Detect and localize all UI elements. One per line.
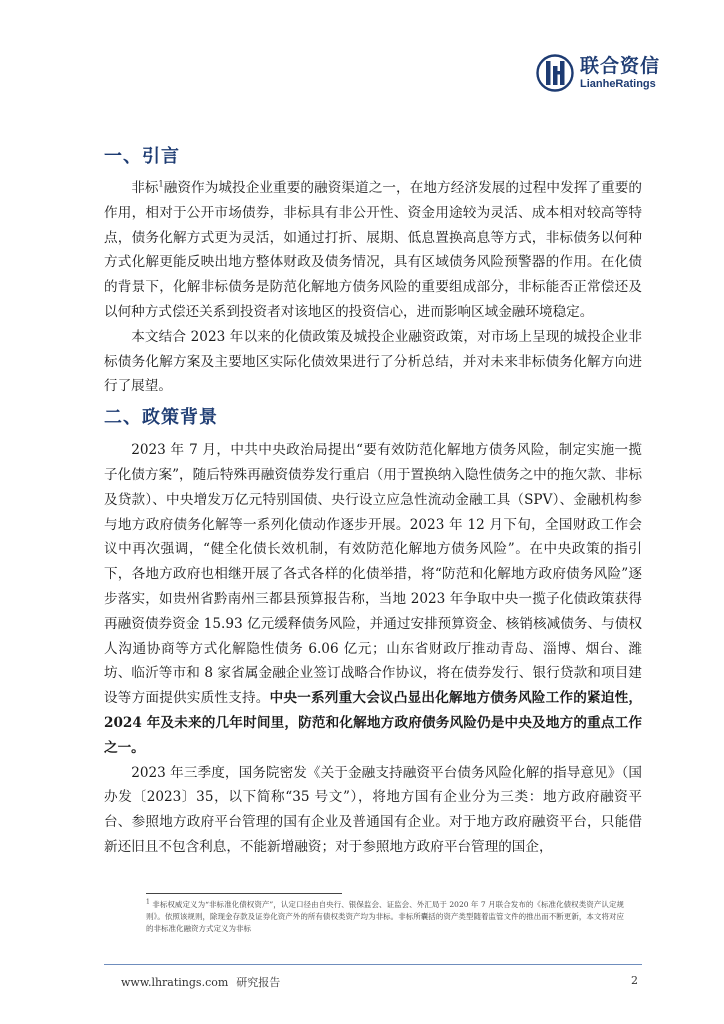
lianhe-logo-icon <box>536 54 574 92</box>
intro-text-rest: 融资作为城投企业重要的融资渠道之一，在地方经济发展的过程中发挥了重要的作用，相对于公开市场债券，非标具有非公开性、资金用途较为灵活、成本相对较高等特点，债务化解方式更为灵活，如通过打折、展期、低息置换高息等方式，非标债务以何种方式化解更能反映出地方整体财政及债务情况，具有区域债务风险预警器的作用。在化债的背景下，化解非标债务是防范化解地方债务风险的重要组成部分，非标能否正常偿还及以何种方式偿还关系到投资者对该地区的投资信心，进而影响区域金融环境稳定。 <box>104 180 643 320</box>
footer-divider <box>104 964 642 965</box>
footer-doc-type: 研究报告 <box>236 976 281 989</box>
footer-website-link[interactable]: www.lhratings.com <box>121 976 229 989</box>
policy-text-bold: 中央一系列重大会议凸显出化解地方债务风险工作的紧迫性，2024 年及未来的几年时间里，防范和化解地方政府债务风险仍是中央及地方的重点工作之一。 <box>104 690 643 756</box>
footnote <box>146 899 624 935</box>
footer-left <box>121 974 280 990</box>
intro-paragraph-2: 本文结合 2023 年以来的化债政策及城投企业融资政策，对市场上呈现的城投企业非标债务化解方案及主要地区实际化债效果进行了分析总结，并对未来非标债务化解方向进行了展望。 <box>104 328 642 395</box>
policy-paragraph-2: 2023 年三季度，国务院密发《关于金融支持融资平台债务风险化解的指导意见》（国办发〔2023〕35，以下简称“35 号文”），将地方国有企业分为三类：地方政府融资平台、参照地方政府平台管理的国有企业及普通国有企业。对于地方政府融资平台，只能借新还旧且不包含利息，不能新增融资；对于参照地方政府平台管理的国企， <box>104 764 642 855</box>
footnote-divider <box>146 893 342 894</box>
footnote-mark: 1 <box>146 898 150 906</box>
section-heading-introduction: 一、引言 <box>104 146 180 167</box>
intro-paragraph-1 <box>104 176 642 325</box>
intro-text-start: 非标 <box>131 180 159 196</box>
policy-paragraph-1 <box>104 438 642 760</box>
footnote-reference-1[interactable]: 1 <box>158 179 164 189</box>
company-logo <box>536 54 660 92</box>
main-content <box>104 140 642 860</box>
logo-english-name: LianheRatings <box>579 77 656 90</box>
section-heading-policy-background: 二、政策背景 <box>104 407 218 429</box>
logo-chinese-name: 联合资信 <box>579 54 660 77</box>
page-number: 2 <box>631 974 638 987</box>
footnote-text: 非标权威定义为“非标准化债权资产”，认定口径由自央行、银保监会、证监会、外汇局于 2020 年 7 月联合发布的《标准化债权类资产认定规则》。依照该规则，除现金存款及证券化资产外的所有债权类资产均为非标。非标所囊括的资产类型随着监管文件的推出而不断更新，本文将对应的非标准化融资方式定义为非标 <box>146 900 624 933</box>
policy-text-normal: 2023 年 7 月，中共中央政治局提出“要有效防范化解地方债务风险，制定实施一揽子化债方案”，随后特殊再融资债券发行重启（用于置换纳入隐性债务之中的拖欠款、非标及贷款）、中央增发万亿元特别国债、央行设立应急性流动金融工具（SPV）、金融机构参与地方政府债务化解等一系列化债动作逐步开展。2023 年 12 月下旬，全国财政工作会议中再次强调，“健全化债长效机制，有效防范化解地方债务风险”。在中央政策的指引下，各地方政府也相继开展了各式各样的化债举措，将“防范和化解地方政府债务风险”逐步落实，如贵州省黔南州三都县预算报告称，当地 2023 年争取中央一揽子化债政策获得再融资债券资金 15.93 亿元缓释债务风险，并通过安排预算资金、核销核减债务、与债权人沟通协商等方式化解隐性债务 6.06 亿元；山东省财政厅推动青岛、淄博、烟台、潍坊、临沂等市和 8 家省属金融企业签订战略合作协议，将在债券发行、银行贷款和项目建设等方面提供实质性支持。 <box>104 442 642 707</box>
